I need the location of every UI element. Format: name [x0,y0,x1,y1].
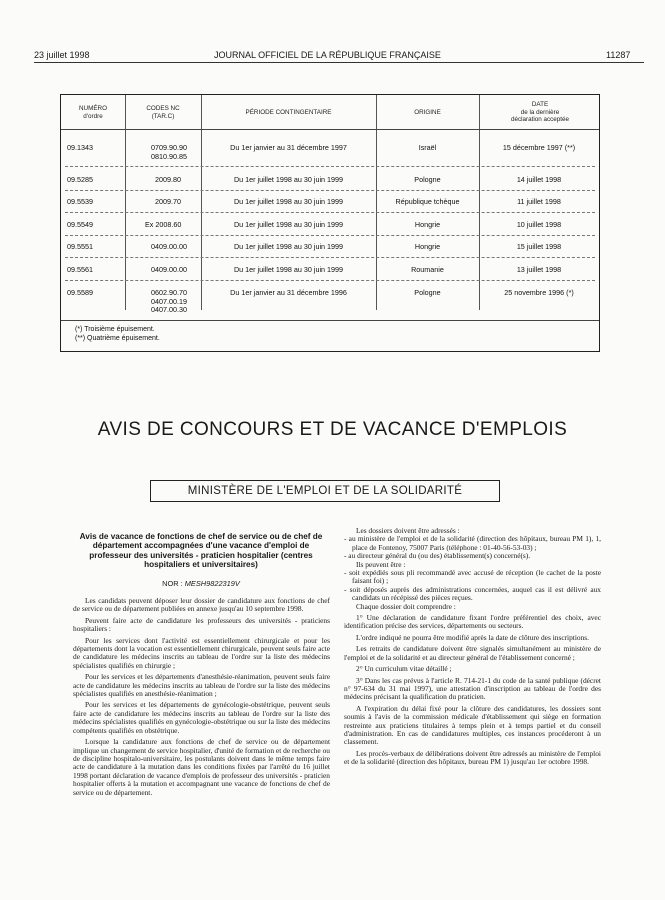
cell-codes: 0409.00.00 [151,242,187,251]
paragraph: 2° Un curriculum vitae détaillé ; [356,664,452,674]
section-title: AVIS DE CONCOURS ET DE VACANCE D'EMPLOIS [97,419,568,440]
paragraph: Chaque dossier doit comprendre : [356,601,456,611]
paragraph: A l'expiration du délai fixé pour la clôture des candidatures, les dossiers sont soumis à l'avis de la commission médicale d'établissement qui siège en formation restreinte aux praticiens titulaires à temps plein et à temps partiel et du conseil d'administration. En cas de candidatures multiples, ces instances procéderont à un classement. [344,703,601,747]
header-journal: JOURNAL OFFICIEL DE LA RÉPUBLIQUE FRANÇAISE [214,50,441,60]
cell-codes: 0602.90.70 0407.00.19 0407.00.30 [151,288,187,315]
ministry-name: MINISTÈRE DE L'EMPLOI ET DE LA SOLIDARITÉ [187,485,463,497]
col-rule [125,95,126,310]
row-divider [65,257,595,258]
paragraph: Les procès-verbaux de délibérations doivent être adressés au ministère de l'emploi et de la solidarité (direction des hôpitaux, bureau PM 1) jusqu'au 1er octobre 1998. [344,748,601,767]
header-rule [61,129,599,130]
cell-numero: 09.5539 [67,197,93,206]
header-date: 23 juillet 1998 [34,50,90,60]
list-item: - au ministère de l'emploi et de la solidarité (direction des hôpitaux, bureau PM 1), 1, place de Fontenoy, 75007 Paris (téléphone : 01-40-56-53-03) ; [344,534,601,552]
table-note: (*) Troisième épuisement. [75,326,155,333]
paragraph: Les candidats peuvent déposer leur dossier de candidature aux fonctions de chef de service ou de département publiées en annexe jusqu'au 10 septembre 1998. [73,596,330,614]
cell-numero: 09.5285 [67,175,93,184]
list-item: - soit expédiés sous pli recommandé avec accusé de réception (le cachet de la poste faisant foi) ; [344,568,601,586]
list-item: - soit déposés auprès des administrations concernées, auquel cas il est délivré aux candidats un récépissé des pièces reçues. [344,584,601,603]
cell-date: 10 juillet 1998 [516,220,562,229]
paragraph: Pour les services et les départements d'anesthésie-réanimation, peuvent seuls faire acte de candidature les médecins inscrits au tableau de l'ordre sur la liste des médecins spécialistes qualifiés en anesthésie-réanimation ; [73,672,330,699]
table-note: (**) Quatrième épuisement. [75,335,160,342]
header-page-number: 11287 [606,50,631,60]
paragraph: Lorsque la candidature aux fonctions de chef de service ou de département implique un changement de service hospitalier, d'unité de formation et de recherche ou de discipline hospitalo-universitaire, les postulants doivent dans le même temps faire acte de candidature à la mutation dans les conditions fixées par l'arrêté du 16 juillet 1998 portant déclaration de vacance d'emplois de professeur des universités - praticien hospitalier offerts à la mutation et accompagnant une vacance de fonctions de chef de service ou de département. [73,737,330,797]
cell-date: 15 décembre 1997 (**) [502,143,576,152]
cell-periode: Du 1er juillet 1998 au 30 juin 1999 [233,265,344,274]
paragraph: Les dossiers doivent être adressés : [356,526,460,535]
row-divider [65,190,595,191]
row-divider [65,212,595,213]
cell-codes: 0709.90.90 0810.90.85 [151,143,187,161]
th-codes: CODES NC (TAR.C) [146,105,180,120]
cell-origine: Hongrie [414,220,441,229]
cell-codes: 0409.00.00 [151,265,187,274]
cell-date: 14 juillet 1998 [516,175,562,184]
avis-title: Avis de vacance de fonctions de chef de service ou de chef de département accompagnées d'une vacance d'emploi de professeur des universités - praticien hospitalier (centres hospitaliers et universitaires) [79,532,323,570]
paragraph: Les retraits de candidature doivent être signalés simultanément au ministère de l'emploi et de la solidarité et au directeur général de l'établissement concerné ; [344,644,601,662]
cell-origine: Pologne [414,288,441,297]
cell-origine: République tchèque [395,197,460,206]
row-divider [65,166,595,167]
notes-rule [61,320,599,321]
paragraph: 3° Dans les cas prévus à l'article R. 714-21-1 du code de la santé publique (décret n° 97-634 du 31 mai 1997), une attestation d'inscription au tableau de l'ordre des médecins précisant la qualification du praticien. [344,675,601,702]
cell-periode: Du 1er juillet 1998 au 30 juin 1999 [233,175,344,184]
cell-numero: 09.5589 [67,288,93,297]
nor-code: MESH9822319V [184,579,240,588]
nor-label: NOR : [162,579,183,588]
paragraph: Pour les services dont l'activité est essentiellement chirurgicale et pour les départements dont la vocation est essentiellement chirurgicale, peuvent seuls faire acte de candidature les médecins inscrits au tableau de l'ordre sur la liste des médecins spécialistes qualifiés en chirurgie ; [73,635,330,670]
th-date: DATE de la dernière déclaration acceptée [510,101,570,123]
cell-numero: 09.5561 [67,265,93,274]
cell-numero: 09.1343 [67,143,93,152]
cell-date: 13 juillet 1998 [516,265,562,274]
cell-periode: Du 1er juillet 1998 au 30 juin 1999 [233,197,344,206]
left-column [73,597,330,797]
paragraph: Pour les services et les départements de gynécologie-obstétrique, peuvent seuls faire acte de candidature les médecins inscrits au tableau de l'ordre sur la liste des médecins spécialistes qualifiés en gynécologie-obstétrique ou sur la liste des médecins compétents qualifiés en obstétrique. [73,700,330,735]
cell-date: 25 novembre 1996 (*) [504,288,574,297]
header-rule [34,62,644,63]
th-origine: ORIGINE [414,109,441,116]
cell-codes: Ex 2008.60 [145,220,182,229]
cell-numero: 09.5551 [67,242,93,251]
paragraph: L'ordre indiqué ne pourra être modifié après la date de clôture des inscriptions. [356,632,590,642]
cell-date: 15 juillet 1998 [516,242,562,251]
cell-periode: Du 1er janvier au 31 décembre 1996 [230,288,347,297]
row-divider [65,235,595,236]
list-item: - au directeur général du (ou des) établissement(s) concerné(s). [344,551,531,561]
cell-codes: 2009.80 [155,175,181,184]
paragraph: 1° Une déclaration de candidature fixant l'ordre préférentiel des choix, avec identification précise des services, départements ou secteurs. [344,613,601,631]
cell-origine: Pologne [414,175,441,184]
cell-numero: 09.5549 [67,220,93,229]
row-divider [65,280,595,281]
ministry-box [150,480,500,502]
paragraph: Ils peuvent être : [356,559,406,569]
cell-origine: Hongrie [414,242,441,251]
right-column [344,527,601,767]
th-periode: PÉRIODE CONTINGENTAIRE [245,109,332,116]
cell-periode: Du 1er juillet 1998 au 30 juin 1999 [233,220,344,229]
paragraph: Peuvent faire acte de candidature les professeurs des universités - praticiens hospitaliers : [73,615,330,634]
cell-origine: Israël [418,143,437,152]
cell-date: 11 juillet 1998 [517,197,561,206]
cell-periode: Du 1er juillet 1998 au 30 juin 1999 [233,242,344,251]
quota-table [60,94,600,352]
th-numero: NUMÉRO d'ordre [79,105,107,120]
cell-codes: 2009.70 [155,197,181,206]
nor-line [72,579,330,588]
cell-periode: Du 1er janvier au 31 décembre 1997 [230,143,347,152]
cell-origine: Roumanie [411,265,444,274]
